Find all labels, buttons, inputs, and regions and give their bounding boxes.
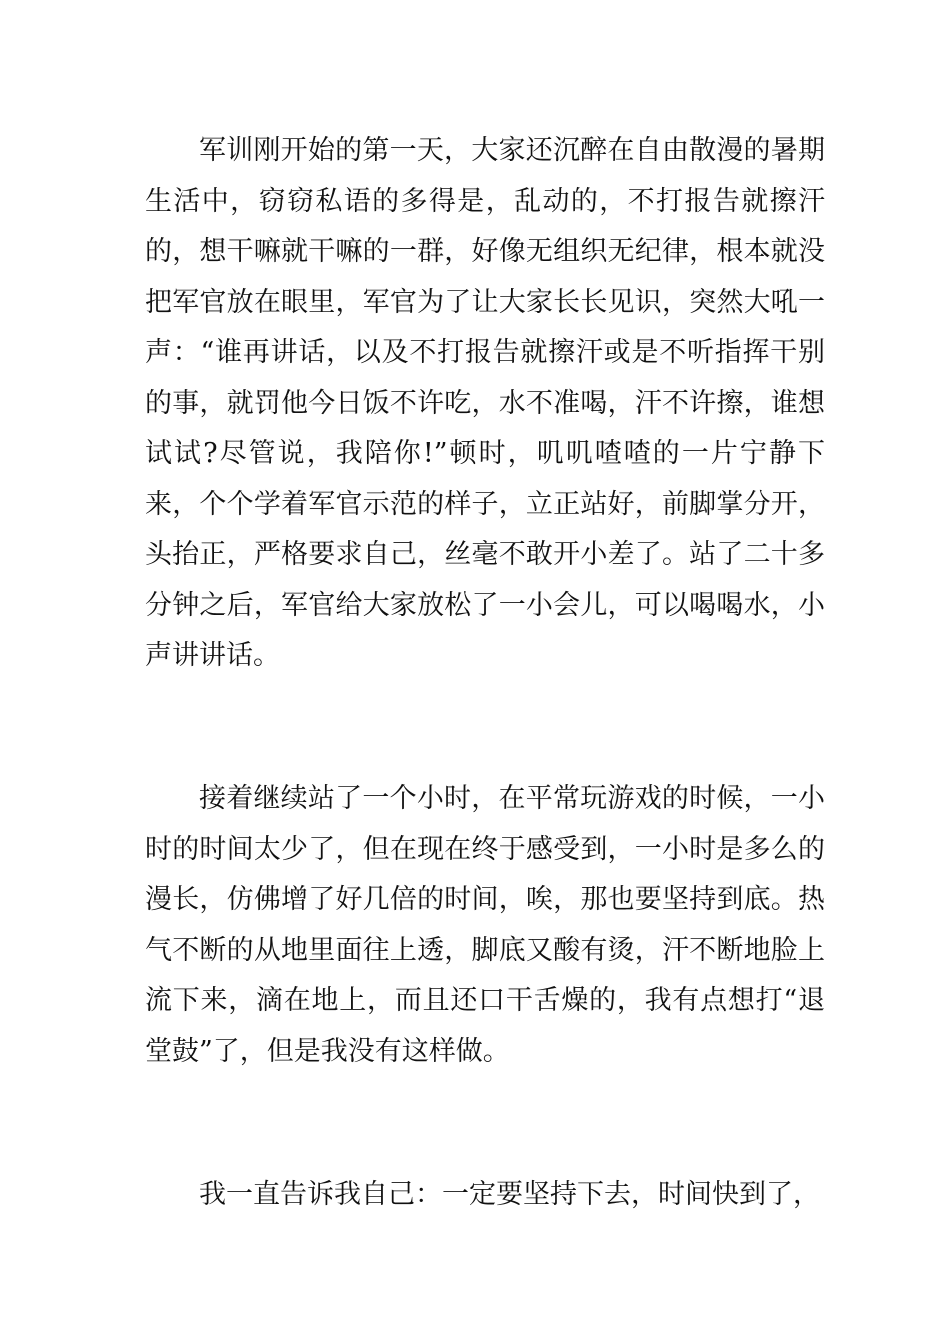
paragraph-3: 我一直告诉我自己：一定要坚持下去，时间快到了， xyxy=(199,1179,820,1210)
paragraph-1: 军训刚开始的第一天，大家还沉醉在自由散漫的暑期生活中，窃窃私语的多得是，乱动的，不打报告就擦汗的，想干嘛就干嘛的一群，好像无组织无纪律，根本就没把军官放在眼里，军官为了让大家长长见识，突然大吼一声：“谁再讲话，以及不打报告就擦汗或是不听指挥干别的事，就罚他今日饭不许吃，水不准喝，汗不许擦，谁想试试?尽管说，我陪你!”顿时，叽叽喳喳的一片宁静下来，个个学着军官示范的样子，立正站好，前脚掌分开，头抬正，严格要求自己，丝毫不敢开小差了。站了二十多分钟之后，军官给大家放松了一小会儿，可以喝喝水，小声讲讲话。 xyxy=(145,135,825,671)
paragraph-2: 接着继续站了一个小时，在平常玩游戏的时候，一小时的时间太少了，但在现在终于感受到，一小时是多么的漫长，仿佛增了好几倍的时间，唉，那也要坚持到底。热气不断的从地里面往上透，脚底又酸有烫，汗不断地脸上流下来，滴在地上，而且还口干舌燥的，我有点想打“退堂鼓”了，但是我没有这样做。 xyxy=(145,783,825,1067)
